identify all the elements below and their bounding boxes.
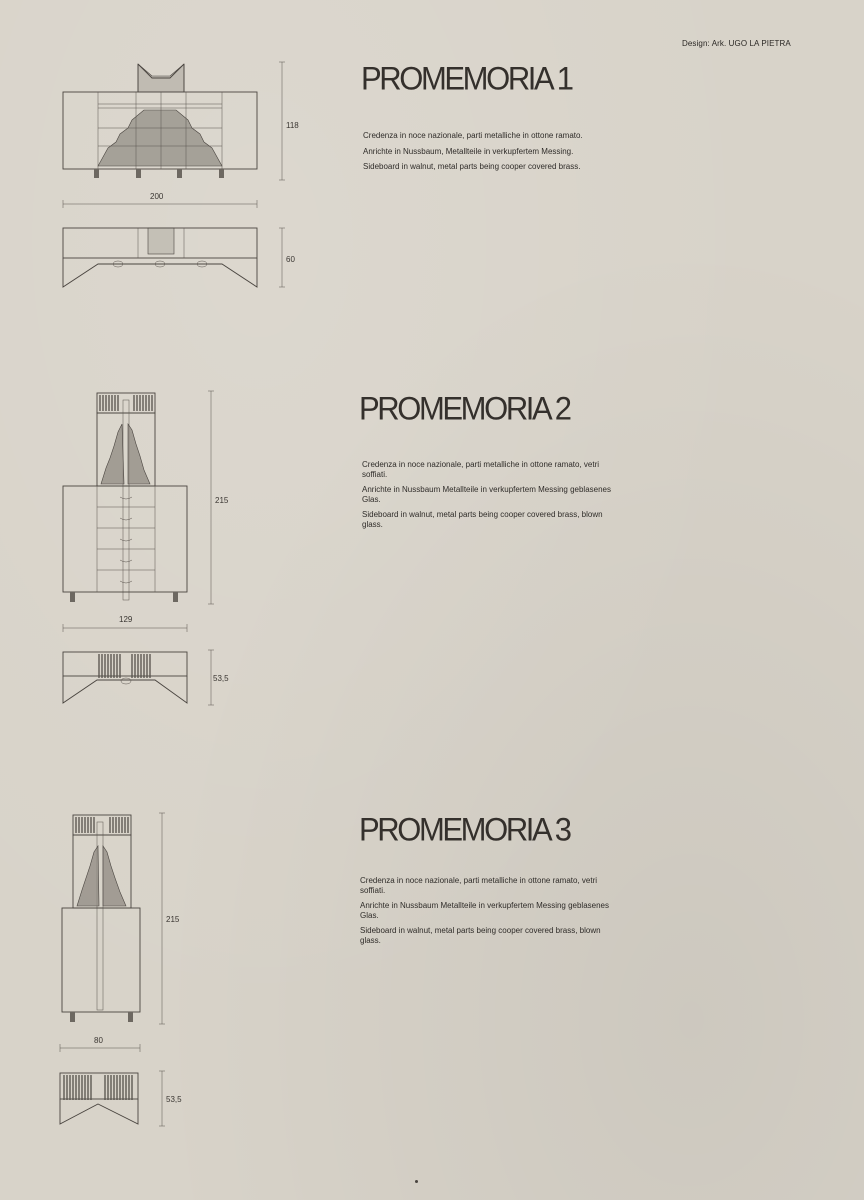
promemoria-2-title: PROMEMORIA 2: [359, 390, 570, 428]
promemoria-3-width-label: 80: [94, 1036, 103, 1045]
promemoria-1-description: [363, 131, 613, 178]
promemoria-3-title: PROMEMORIA 3: [359, 811, 570, 849]
promemoria-2-desc-italian: Credenza in noce nazionale, parti metalliche in ottone ramato, vetri soffiati.: [362, 460, 600, 479]
promemoria-1-desc-italian: Credenza in noce nazionale, parti metalliche in ottone ramato.: [363, 131, 583, 140]
promemoria-2-height-label: 215: [215, 496, 229, 505]
promemoria-3-plan-view: [60, 1071, 165, 1126]
promemoria-1-desc-english: Sideboard in walnut, metal parts being cooper covered brass.: [363, 162, 581, 171]
promemoria-2-desc-german: Anrichte in Nussbaum Metallteile in verkupfertem Messing geblasenes Glas.: [362, 485, 612, 504]
promemoria-2-width-label: 129: [119, 615, 133, 624]
designer-credit: Design: Ark. UGO LA PIETRA: [682, 39, 791, 48]
promemoria-3-desc-italian: Credenza in noce nazionale, parti metalliche in ottone ramato, vetri soffiati.: [360, 876, 598, 895]
promemoria-1-title: PROMEMORIA 1: [361, 60, 572, 98]
promemoria-3-description: [360, 876, 610, 951]
promemoria-3-front-elevation: [60, 813, 165, 1052]
promemoria-3-depth-label: 53,5: [166, 1095, 182, 1104]
promemoria-2-front-elevation: [63, 391, 214, 632]
page-mark: [415, 1180, 418, 1183]
promemoria-1-width-label: 200: [150, 192, 164, 201]
promemoria-3-desc-english: Sideboard in walnut, metal parts being cooper covered brass, blown glass.: [360, 926, 601, 945]
promemoria-1-front-elevation: [63, 62, 285, 208]
promemoria-1-plan-view: [63, 228, 285, 287]
promemoria-2-desc-english: Sideboard in walnut, metal parts being cooper covered brass, blown glass.: [362, 510, 603, 529]
promemoria-2-plan-view: [63, 650, 214, 705]
promemoria-2-description: [362, 460, 612, 535]
promemoria-2-depth-label: 53,5: [213, 674, 229, 683]
promemoria-1-desc-german: Anrichte in Nussbaum, Metallteile in verkupfertem Messing.: [363, 146, 574, 156]
promemoria-1-depth-label: 60: [286, 255, 295, 264]
promemoria-3-desc-german: Anrichte in Nussbaum Metallteile in verkupfertem Messing geblasenes Glas.: [360, 901, 610, 920]
promemoria-1-height-label: 118: [286, 121, 299, 130]
promemoria-3-height-label: 215: [166, 915, 180, 924]
